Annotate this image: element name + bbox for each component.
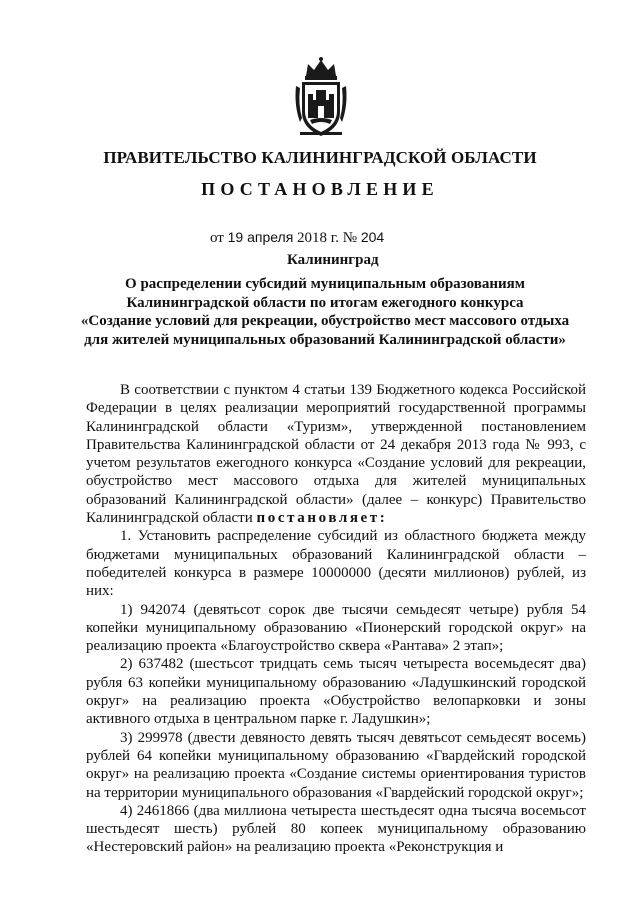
preamble-text: В соответствии с пунктом 4 статьи 139 Бюджетного кодекса Российской Федерации в целях реализации мероприятий государственной программы Калининградской области «Туризм», утвержденной постановлением Правительства Калининградской области от 24 декабря 2013 года № 993, с учетом результатов ежегодного конкурса «Создание условий для рекреации, обустройство мест массового отдыха для жителей муниципальных образований Калининградской области» (далее – конкурс) Правительство Калининградской области [86, 382, 586, 527]
subject-line: О распределении субсидий муниципальным образованиям [125, 276, 525, 292]
document-number: 204 [360, 229, 385, 245]
government-title: ПРАВИТЕЛЬСТВО КАЛИНИНГРАДСКОЙ ОБЛАСТИ [103, 148, 537, 167]
document-type: ПОСТАНОВЛЕНИЕ [201, 179, 439, 199]
subject-line: Калининградской области по итогам ежегодного конкурса [126, 294, 524, 311]
subject-line: «Создание условий для рекреации, обустройство мест массового отдыха [80, 313, 570, 329]
document-subject [60, 275, 590, 349]
subitem-paragraph: 1) 942074 (девятьсот сорок две тысячи семьдесят четыре) рубля 54 копейки муниципальному образованию «Пионерский городской округ» на реализацию проекта «Благоустройство сквера «Рантава» 2 этап»; [86, 601, 586, 655]
city-name: Калининград [287, 252, 379, 268]
preamble-paragraph [86, 381, 586, 527]
subitem-paragraph: 3) 299978 (двести девяносто девять тысяч девятьсот семьдесят восемь) рублей 64 копейки муниципальному образованию «Гвардейский городской округ» на реализацию проекта «Создание системы ориентирования туристов на территории муниципального образования «Гвардейский городской округ»; [86, 729, 586, 801]
document-date: 19 апреля [227, 229, 294, 245]
document-body [86, 381, 586, 857]
item-paragraph: 1. Установить распределение субсидий из областного бюджета между бюджетами муниципальных образований Калининградской области – победителей конкурса в размере 10000000 (десяти миллионов) рублей, из них: [86, 528, 586, 600]
document-year: 2018 г. [297, 230, 340, 246]
subitem-paragraph: 2) 637482 (шестьсот тридцать семь тысяч четыреста восемьдесят два) рубля 63 копейки муниципальному образованию «Ладушкинский городской округ» на реализацию проекта «Обустройство велопарковки и зоны активного отдыха в центральном парке г. Ладушкин»; [86, 656, 586, 728]
date-number-line [210, 229, 384, 247]
subitem-paragraph: 4) 2461866 (два миллиона четыреста шестьдесят одна тысяча восемьсот шестьдесят шесть) рублей 80 копеек муниципальному образованию «Нестеровский район» на реализацию проекта «Реконструкция и [86, 802, 586, 856]
coat-of-arms-icon [292, 56, 350, 138]
date-prefix: от [210, 230, 224, 246]
subject-line: для жителей муниципальных образований Калининградской области» [84, 331, 566, 348]
number-sign: № [342, 230, 358, 246]
resolves-word: постановляет: [256, 510, 388, 527]
